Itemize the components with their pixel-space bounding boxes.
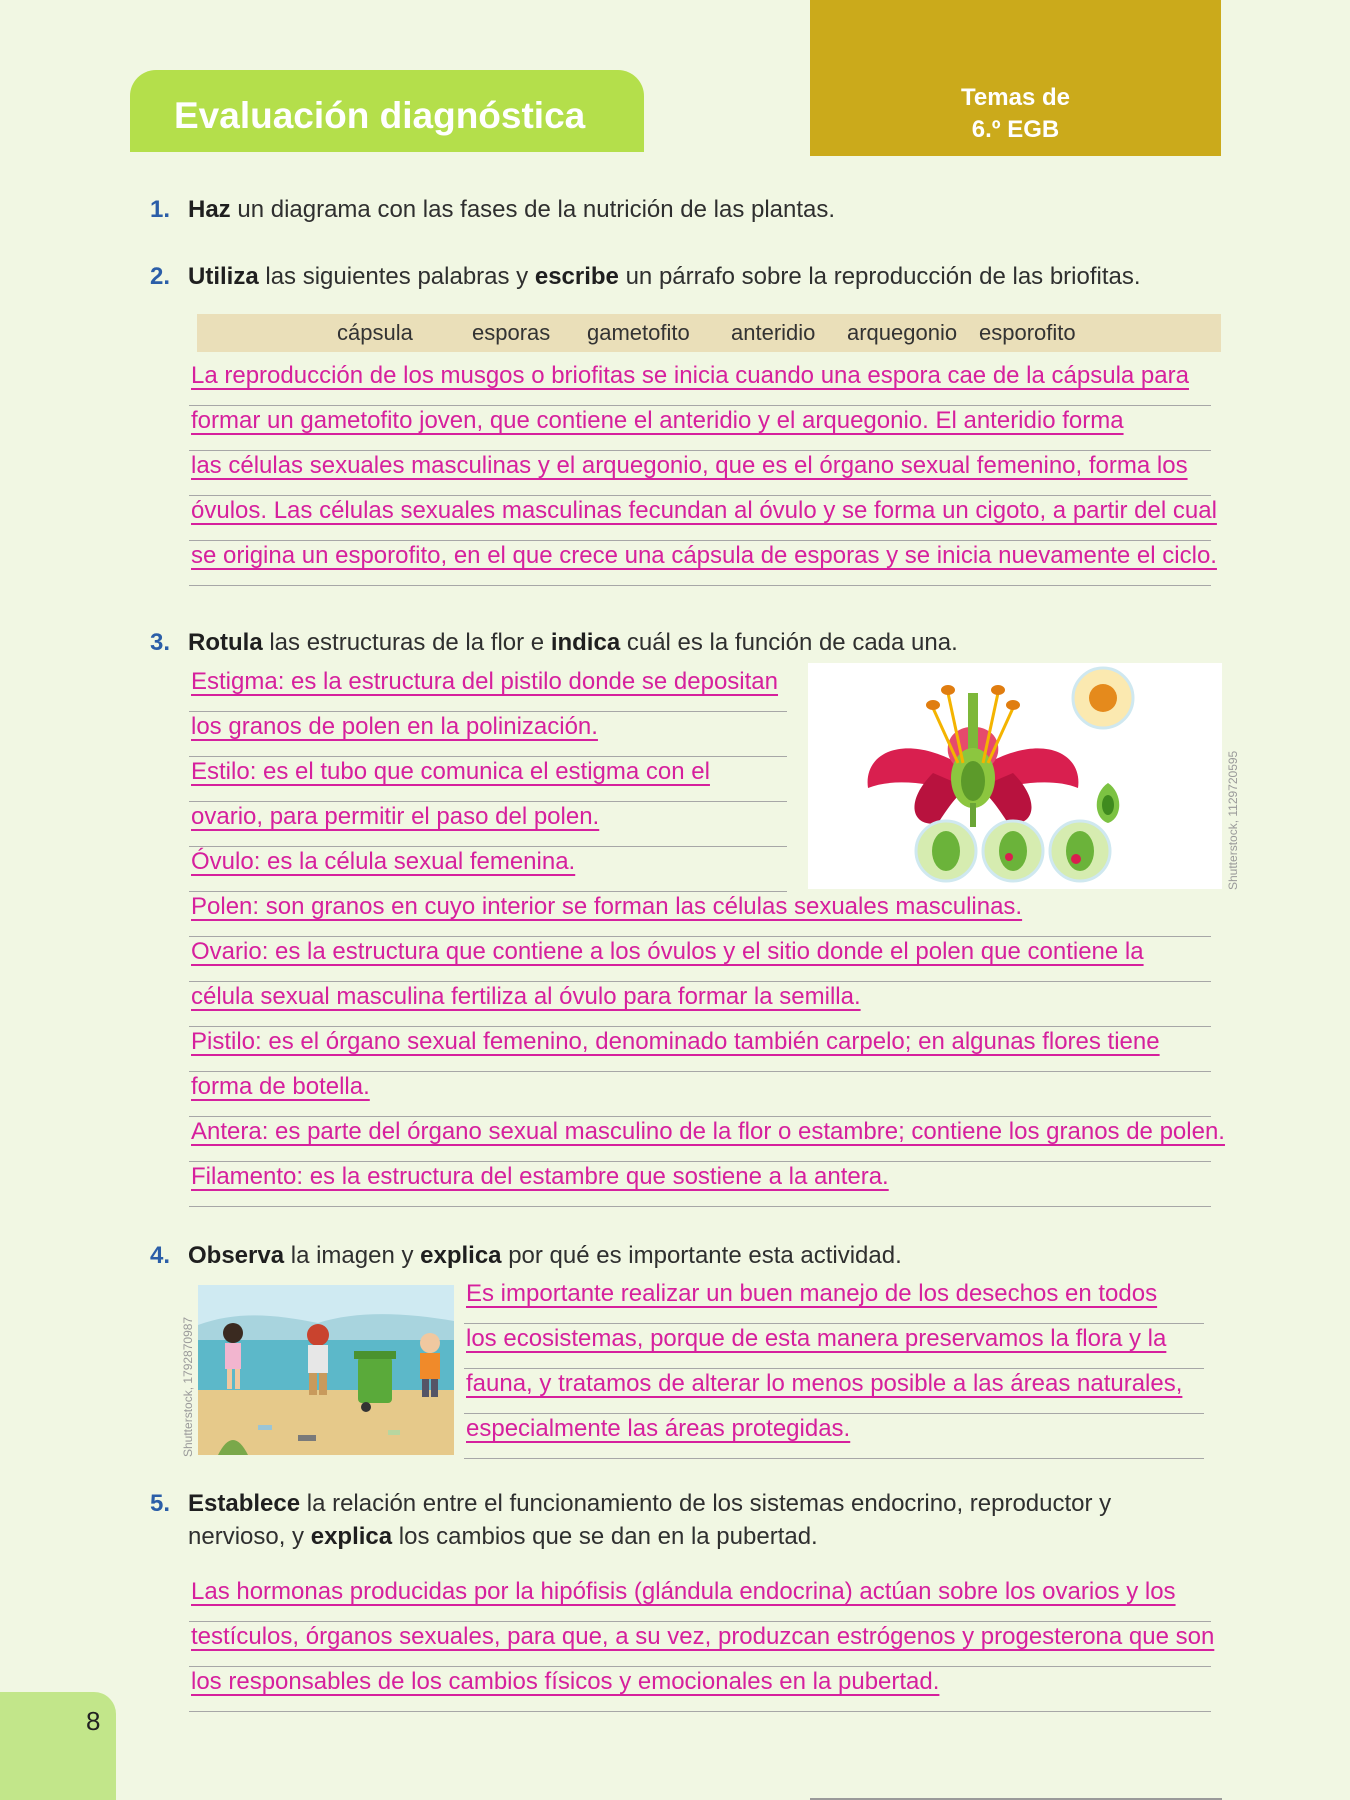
question-rest: un párrafo sobre la reproducción de las briofitas. — [618, 263, 1141, 290]
image-credit: Shutterstock, 1129720595 — [1226, 750, 1240, 890]
answer-line: Óvulo: es la célula sexual femenina. — [189, 847, 787, 892]
question-number: 2. — [150, 263, 171, 290]
word-bank-item: esporas — [472, 320, 551, 345]
answer-line: las células sexuales masculinas y el arquegonio, que es el órgano sexual femenino, forma los — [189, 451, 1211, 496]
flower-diagram — [808, 663, 1222, 889]
question-rest: un diagrama con las fases de la nutrición de las plantas. — [230, 196, 836, 223]
answer-line: se origina un esporofito, en el que crece una cápsula de esporas y se inicia nuevamente el ciclo. — [189, 541, 1211, 586]
answer-line: ovario, para permitir el paso del polen. — [189, 802, 787, 847]
question-text — [188, 196, 835, 224]
image-credit: Shutterstock, 1792870987 — [181, 1316, 195, 1457]
answer-line: Antera: es parte del órgano sexual masculino de la flor o estambre; contiene los granos de polen. — [189, 1117, 1211, 1162]
answer-line: La reproducción de los musgos o briofitas se inicia cuando una espora cae de la cápsula para — [189, 361, 1211, 406]
topic-badge-line2: 6.º EGB — [971, 116, 1060, 143]
question-text-line2 — [188, 1523, 818, 1551]
topic-badge — [810, 0, 1221, 156]
question-rest: los cambios que se dan en la pubertad. — [392, 1523, 818, 1550]
question-text — [188, 1490, 1111, 1518]
question-rest: la relación entre el funcionamiento de los sistemas endocrino, reproductor y — [300, 1490, 1112, 1517]
question-verb: escribe — [534, 263, 619, 290]
answer-line: Las hormonas producidas por la hipófisis (glándula endocrina) actúan sobre los ovarios y los — [189, 1577, 1211, 1622]
answer-line: Es importante realizar un buen manejo de los desechos en todos — [464, 1279, 1204, 1324]
word-bank-item: esporofito — [979, 320, 1076, 345]
answer-line: Estigma: es la estructura del pistilo donde se depositan — [189, 667, 787, 712]
answer-line: forma de botella. — [189, 1072, 1211, 1117]
question-verb: Utiliza — [188, 263, 259, 290]
question-rest: cuál es la función de cada una. — [620, 629, 958, 656]
answer-line: especialmente las áreas protegidas. — [464, 1414, 1204, 1459]
question-text — [188, 263, 1141, 291]
answer-line: Pistilo: es el órgano sexual femenino, denominado también carpelo; en algunas flores tiene — [189, 1027, 1211, 1072]
word-bank-item: gametofito — [587, 320, 690, 345]
answer-line: testículos, órganos sexuales, para que, a su vez, produzcan estrógenos y progesterona que son — [189, 1622, 1211, 1667]
word-bank-item: anteridio — [731, 320, 816, 345]
flower-illustration — [808, 663, 1222, 889]
question-text — [188, 1242, 902, 1270]
answer-line: formar un gametofito joven, que contiene el anteridio y el arquegonio. El anteridio forma — [189, 406, 1211, 451]
answer-line: los ecosistemas, porque de esta manera preservamos la flora y la — [464, 1324, 1204, 1369]
question-verb: explica — [420, 1242, 502, 1269]
question-number: 5. — [150, 1490, 171, 1517]
word-bank-item: cápsula — [337, 320, 413, 345]
answer-line: Polen: son granos en cuyo interior se forman las células sexuales masculinas. — [189, 892, 1211, 937]
question-number: 3. — [150, 629, 171, 656]
page-title: Evaluación diagnóstica — [130, 70, 644, 152]
answer-line: fauna, y tratamos de alterar lo menos posible a las áreas naturales, — [464, 1369, 1204, 1414]
question-mid: las estructuras de la flor e — [262, 629, 551, 656]
word-bank-item: arquegonio — [847, 320, 958, 345]
answer-line: los responsables de los cambios físicos y emocionales en la pubertad. — [189, 1667, 1211, 1712]
page-number: 8 — [86, 1706, 101, 1736]
question-verb: Observa — [188, 1242, 285, 1269]
topic-badge-line1: Temas de — [961, 84, 1070, 111]
question-verb: explica — [310, 1523, 393, 1550]
page-number-tab — [0, 1692, 116, 1800]
answer-line: Estilo: es el tubo que comunica el estigma con el — [189, 757, 787, 802]
question-mid: la imagen y — [284, 1242, 421, 1269]
answer-line: Ovario: es la estructura que contiene a los óvulos y el sitio donde el polen que contiene la — [189, 937, 1211, 982]
question-rest: por qué es importante esta actividad. — [501, 1242, 902, 1269]
word-bank — [197, 314, 1221, 352]
answer-line: los granos de polen en la polinización. — [189, 712, 787, 757]
beach-cleanup-illustration — [198, 1285, 454, 1455]
question-verb: Establece — [188, 1490, 301, 1517]
question-verb: Haz — [188, 196, 231, 223]
question-text — [188, 629, 958, 657]
beach-scene — [198, 1285, 454, 1455]
question-number: 1. — [150, 196, 171, 223]
question-mid: las siguientes palabras y — [258, 263, 535, 290]
question-number: 4. — [150, 1242, 171, 1269]
answer-line: óvulos. Las células sexuales masculinas fecundan al óvulo y se forma un cigoto, a partir del cual — [189, 496, 1211, 541]
question-verb: Rotula — [188, 629, 263, 656]
answer-line: Filamento: es la estructura del estambre que sostiene a la antera. — [189, 1162, 1211, 1207]
question-rest: nervioso, y — [188, 1523, 311, 1550]
answer-line: célula sexual masculina fertiliza al óvulo para formar la semilla. — [189, 982, 1211, 1027]
question-verb: indica — [550, 629, 621, 656]
